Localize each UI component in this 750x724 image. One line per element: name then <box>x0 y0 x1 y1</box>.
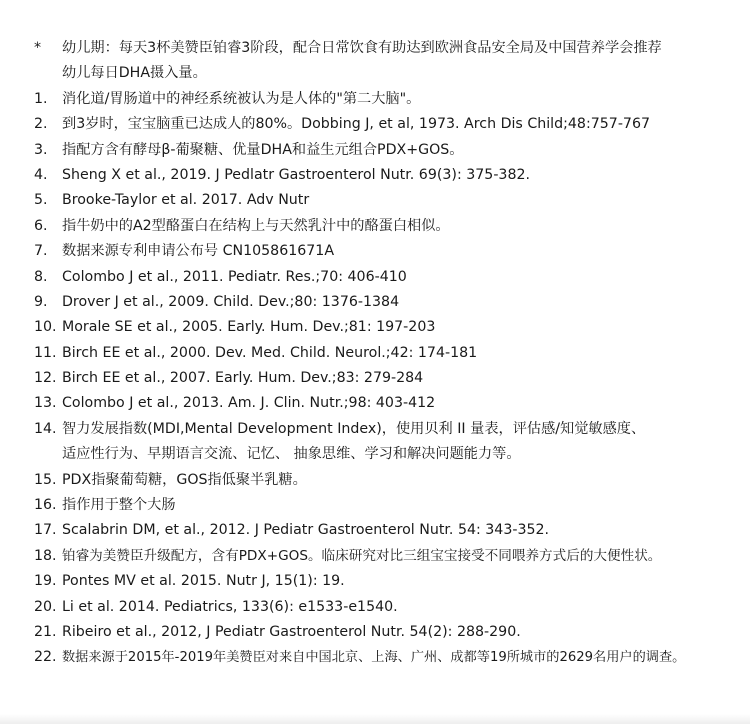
footnote-20 <box>0 595 750 620</box>
footnote-5 <box>0 188 750 213</box>
footnote-text: 指配方含有酵母β-葡聚糖、优量DHA和益生元组合PDX+GOS。 <box>62 141 464 158</box>
footnote-line: 适应性行为、早期语言交流、记忆、 抽象思维、学习和解决问题能力等。 <box>62 446 521 463</box>
footnote-asterisk <box>0 36 750 87</box>
footnote-7 <box>0 239 750 264</box>
footnote-12 <box>0 366 750 391</box>
footnote-marker: 13. <box>34 395 57 412</box>
footnote-19 <box>0 569 750 594</box>
footnote-text: Li et al. 2014. Pediatrics, 133(6): e1533-e1540. <box>62 598 398 615</box>
footnote-1 <box>0 87 750 112</box>
footnote-text: 到3岁时，宝宝脑重已达成人的80%。Dobbing J, et al, 1973. Arch Dis Child;48:757-767 <box>62 116 651 133</box>
footnote-22 <box>0 645 750 670</box>
footnote-text: Pontes MV et al. 2015. Nutr J, 15(1): 19. <box>62 573 345 590</box>
footnote-text: 指牛奶中的A2型酪蛋白在结构上与天然乳汁中的酪蛋白相似。 <box>62 217 450 234</box>
footnote-text: Colombo J et al., 2013. Am. J. Clin. Nutr.;98: 403-412 <box>62 395 436 412</box>
footnote-21 <box>0 620 750 645</box>
footnote-18 <box>0 544 750 569</box>
footnote-8 <box>0 265 750 290</box>
footnote-marker: 9. <box>34 293 48 310</box>
footnote-marker: * <box>34 40 42 56</box>
footnote-10 <box>0 315 750 340</box>
footnote-17 <box>0 518 750 543</box>
footnote-marker: 7. <box>34 243 48 260</box>
footnote-text: Scalabrin DM, et al., 2012. J Pediatr Gastroenterol Nutr. 54: 343-352. <box>62 522 550 539</box>
footnote-marker: 12. <box>34 370 57 387</box>
footnotes-list <box>0 36 750 671</box>
footnote-2 <box>0 112 750 137</box>
footnote-text <box>62 36 722 87</box>
footnote-14 <box>0 417 750 468</box>
footnote-3 <box>0 138 750 163</box>
footnote-marker: 5. <box>34 192 48 209</box>
footnote-marker: 1. <box>34 90 48 107</box>
footnote-text: Drover J et al., 2009. Child. Dev.;80: 1376-1384 <box>62 293 400 310</box>
footnote-13 <box>0 391 750 416</box>
footnote-marker: 6. <box>34 217 48 234</box>
footnote-marker: 3. <box>34 141 48 158</box>
footnote-text: Morale SE et al., 2005. Early. Hum. Dev.;81: 197-203 <box>62 319 436 336</box>
footnote-marker: 16. <box>34 497 57 514</box>
footnote-marker: 19. <box>34 573 57 590</box>
footnote-marker: 14. <box>34 420 57 437</box>
footnote-marker: 21. <box>34 624 57 641</box>
footnote-marker: 20. <box>34 598 57 615</box>
footnote-line: 幼儿每日DHA摄入量。 <box>62 65 207 82</box>
footnote-text: Sheng X et al., 2019. J Pedlatr Gastroenterol Nutr. 69(3): 375-382. <box>62 166 531 183</box>
footnote-text: 指作用于整个大肠 <box>62 497 176 514</box>
footnote-marker: 11. <box>34 344 57 361</box>
footnote-text: 数据来源专利申请公布号 CN105861671A <box>62 243 335 260</box>
footnote-text: Ribeiro et al., 2012, J Pediatr Gastroenterol Nutr. 54(2): 288-290. <box>62 624 521 641</box>
page-bottom-edge <box>0 714 750 724</box>
footnote-marker: 18. <box>34 547 57 564</box>
footnote-text: Birch EE et al., 2000. Dev. Med. Child. Neurol.;42: 174-181 <box>62 344 478 361</box>
footnote-15 <box>0 468 750 493</box>
footnote-line: 幼儿期：每天3杯美赞臣铂睿3阶段，配合日常饮食有助达到欧洲食品安全局及中国营养学会推荐 <box>62 40 662 56</box>
footnote-line: 智力发展指数(MDI,Mental Development Index)，使用贝利 II 量表，评估感/知觉敏感度、 <box>62 420 646 437</box>
footnote-text: 消化道/胃肠道中的神经系统被认为是人体的"第二大脑"。 <box>62 90 421 107</box>
footnote-text: Brooke-Taylor et al. 2017. Adv Nutr <box>62 192 310 209</box>
footnote-marker: 17. <box>34 522 57 539</box>
footnote-text: 铂睿为美赞臣升级配方，含有PDX+GOS。临床研究对比三组宝宝接受不同喂养方式后的大便性状。 <box>62 547 662 564</box>
footnote-marker: 10. <box>34 319 57 336</box>
footnote-6 <box>0 214 750 239</box>
footnote-marker: 2. <box>34 116 48 133</box>
footnote-4 <box>0 163 750 188</box>
footnote-text: Colombo J et al., 2011. Pediatr. Res.;70: 406-410 <box>62 268 407 285</box>
footnote-16 <box>0 493 750 518</box>
footnote-text: PDX指聚葡萄糖，GOS指低聚半乳糖。 <box>62 471 307 488</box>
footnote-text: Birch EE et al., 2007. Early. Hum. Dev.;83: 279-284 <box>62 370 424 387</box>
footnote-marker: 4. <box>34 166 48 183</box>
footnote-marker: 8. <box>34 268 48 285</box>
footnote-text: 数据来源于2015年-2019年美赞臣对来自中国北京、上海、广州、成都等19所城市的2629名用户的调查。 <box>62 650 686 666</box>
footnote-marker: 15. <box>34 471 57 488</box>
footnote-text <box>62 417 722 468</box>
footnote-11 <box>0 341 750 366</box>
footnote-9 <box>0 290 750 315</box>
footnote-marker: 22. <box>34 649 57 666</box>
